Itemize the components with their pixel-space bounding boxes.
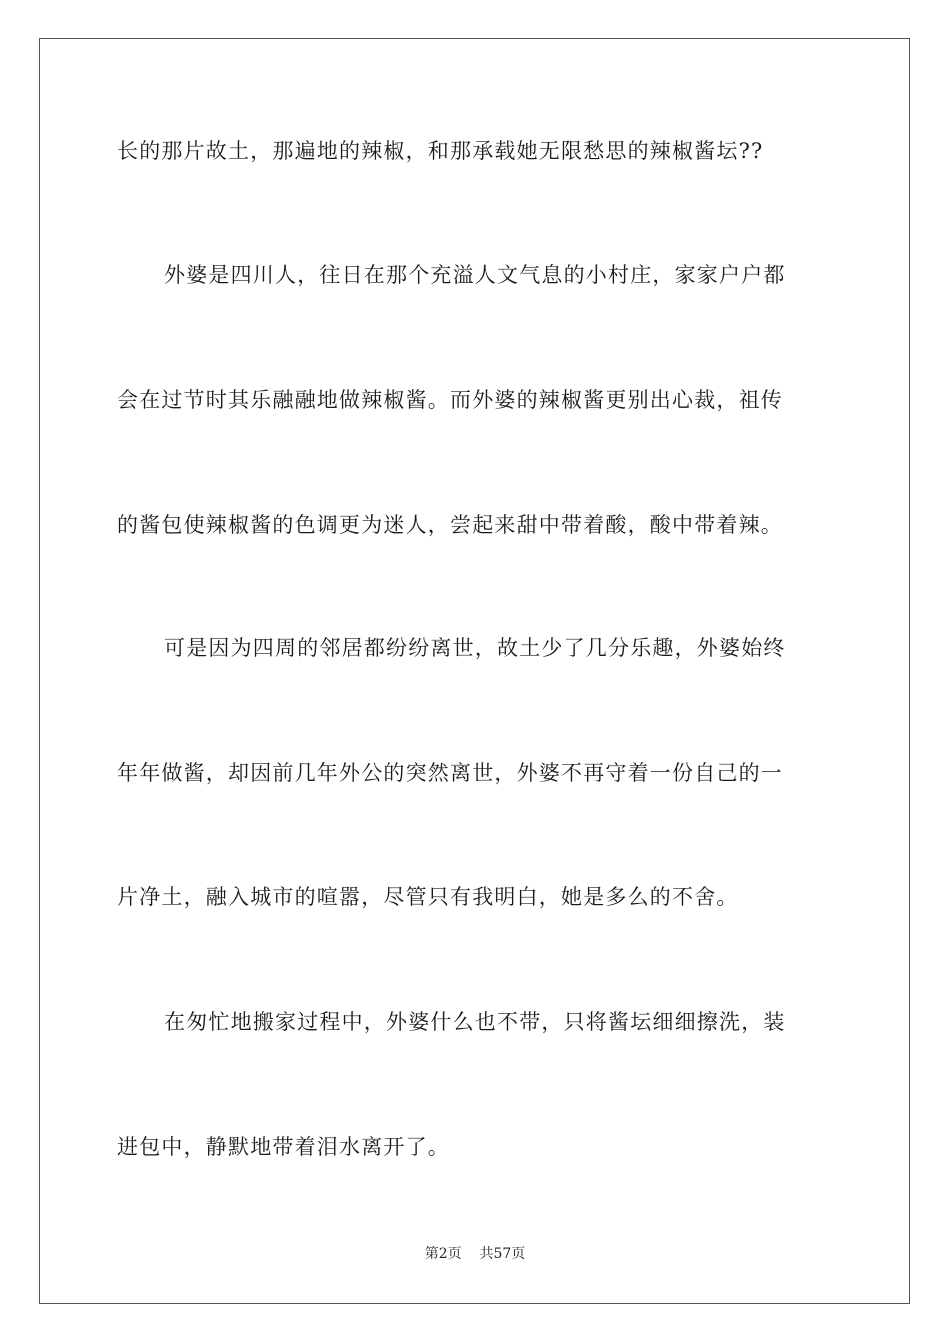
paragraph-start-line: 可是因为四周的邻居都纷纷离世，故土少了几分乐趣，外婆始终 bbox=[164, 636, 786, 660]
text-line: 的酱包使辣椒酱的色调更为迷人，尝起来甜中带着酸，酸中带着辣。 bbox=[117, 513, 783, 537]
text-line: 长的那片故土，那遍地的辣椒，和那承载她无限愁思的辣椒酱坛?? bbox=[117, 139, 764, 163]
text-line: 会在过节时其乐融融地做辣椒酱。而外婆的辣椒酱更别出心裁，祖传 bbox=[117, 388, 783, 412]
paragraph-start-line: 在匆忙地搬家过程中，外婆什么也不带，只将酱坛细细擦洗，装 bbox=[164, 1010, 786, 1034]
paragraph-start-line: 外婆是四川人，往日在那个充溢人文气息的小村庄，家家户户都 bbox=[164, 263, 786, 287]
page-number: 第2页 bbox=[424, 1246, 462, 1262]
page-border bbox=[39, 38, 910, 1304]
text-line: 年年做酱，却因前几年外公的突然离世，外婆不再守着一份自己的一 bbox=[117, 761, 783, 785]
text-line: 片净土，融入城市的喧嚣，尽管只有我明白，她是多么的不舍。 bbox=[117, 885, 739, 909]
page-footer bbox=[0, 1244, 950, 1264]
page-total: 共57页 bbox=[479, 1246, 526, 1262]
text-line: 进包中，静默地带着泪水离开了。 bbox=[117, 1135, 450, 1159]
